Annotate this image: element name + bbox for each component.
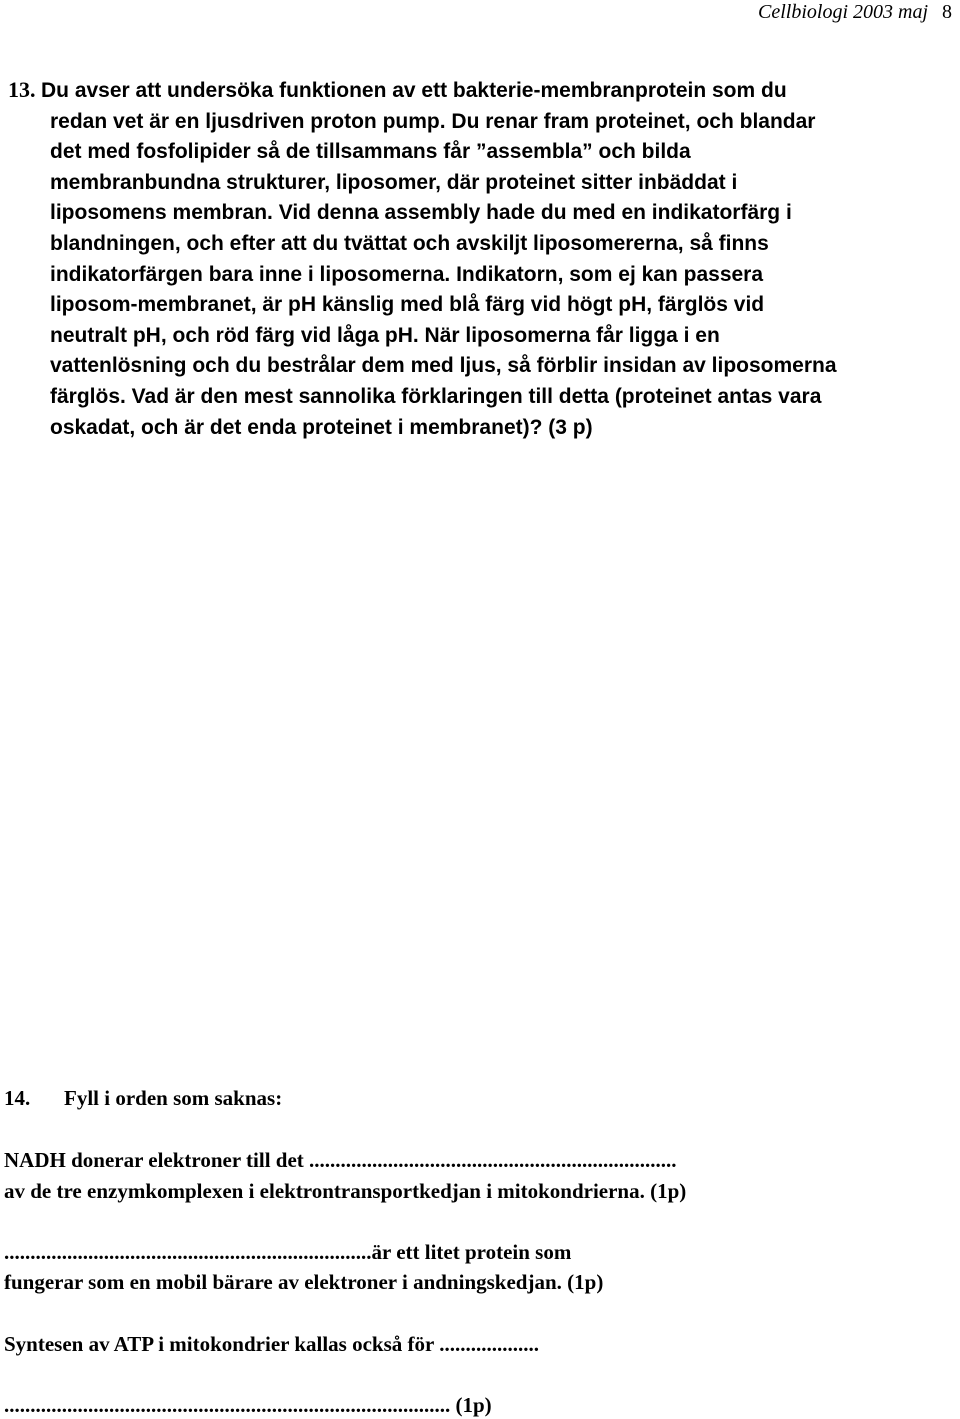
question-13-line: det med fosfolipider så de tillsammans får ”assembla” och bilda [50, 140, 691, 164]
question-13-line: blandningen, och efter att du tvättat och avskiljt liposomererna, så finns [50, 231, 769, 255]
protein-prompt: ......................................................................är ett litet protein som [4, 1240, 572, 1264]
question-13-line: neutralt pH, och röd färg vid låga pH. När liposomerna får ligga i en [50, 323, 720, 347]
question-14-heading [4, 1085, 282, 1111]
question-13-line: oskadat, och är det enda proteinet i membranet)? (3 p) [50, 415, 593, 439]
question-13-line: liposomens membran. Vid denna assembly hade du med en indikatorfärg i [50, 201, 792, 225]
question-14-number: 14. [4, 1086, 31, 1110]
page-header [758, 0, 952, 24]
question-13-number: 13. [8, 77, 36, 102]
question-13-line: vattenlösning och du bestrålar dem med ljus, så förblir insidan av liposomerna [50, 354, 837, 378]
question-14-title: Fyll i orden som saknas: [64, 1086, 283, 1110]
question-13-line: membranbundna strukturer, liposomer, där proteinet sitter inbäddat i [50, 170, 738, 194]
question-13-line: indikatorfärgen bara inne i liposomerna. Indikatorn, som ej kan passera [50, 262, 764, 286]
nadh-prompt: NADH donerar elektroner till det ...................................................................... [4, 1148, 677, 1172]
question-13 [8, 75, 956, 443]
question-13-line: färglös. Vad är den mest sannolika förklaringen till detta (proteinet antas vara [50, 384, 822, 408]
document-title: Cellbiologi 2003 maj [758, 1, 928, 23]
atp-prompt: Syntesen av ATP i mitokondrier kallas också för ................... [4, 1332, 539, 1356]
page-number: 8 [942, 1, 952, 23]
question-13-line [8, 75, 956, 107]
question-13-first-line: Du avser att undersöka funktionen av ett bakterie-membranprotein som du [41, 79, 787, 102]
question-13-line: liposom-membranet, är pH känslig med blå färg vid högt pH, färglös vid [50, 293, 765, 317]
nadh-prompt-continued: av de tre enzymkomplexen i elektrontransportkedjan i mitokondrierna. (1p) [4, 1179, 687, 1203]
question-13-line: redan vet är en ljusdriven proton pump. Du renar fram proteinet, och blandar [50, 109, 816, 133]
protein-prompt-continued: fungerar som en mobil bärare av elektroner i andningskedjan. (1p) [4, 1270, 604, 1294]
atp-prompt-continued: ..................................................................................... (1p) [4, 1393, 492, 1417]
